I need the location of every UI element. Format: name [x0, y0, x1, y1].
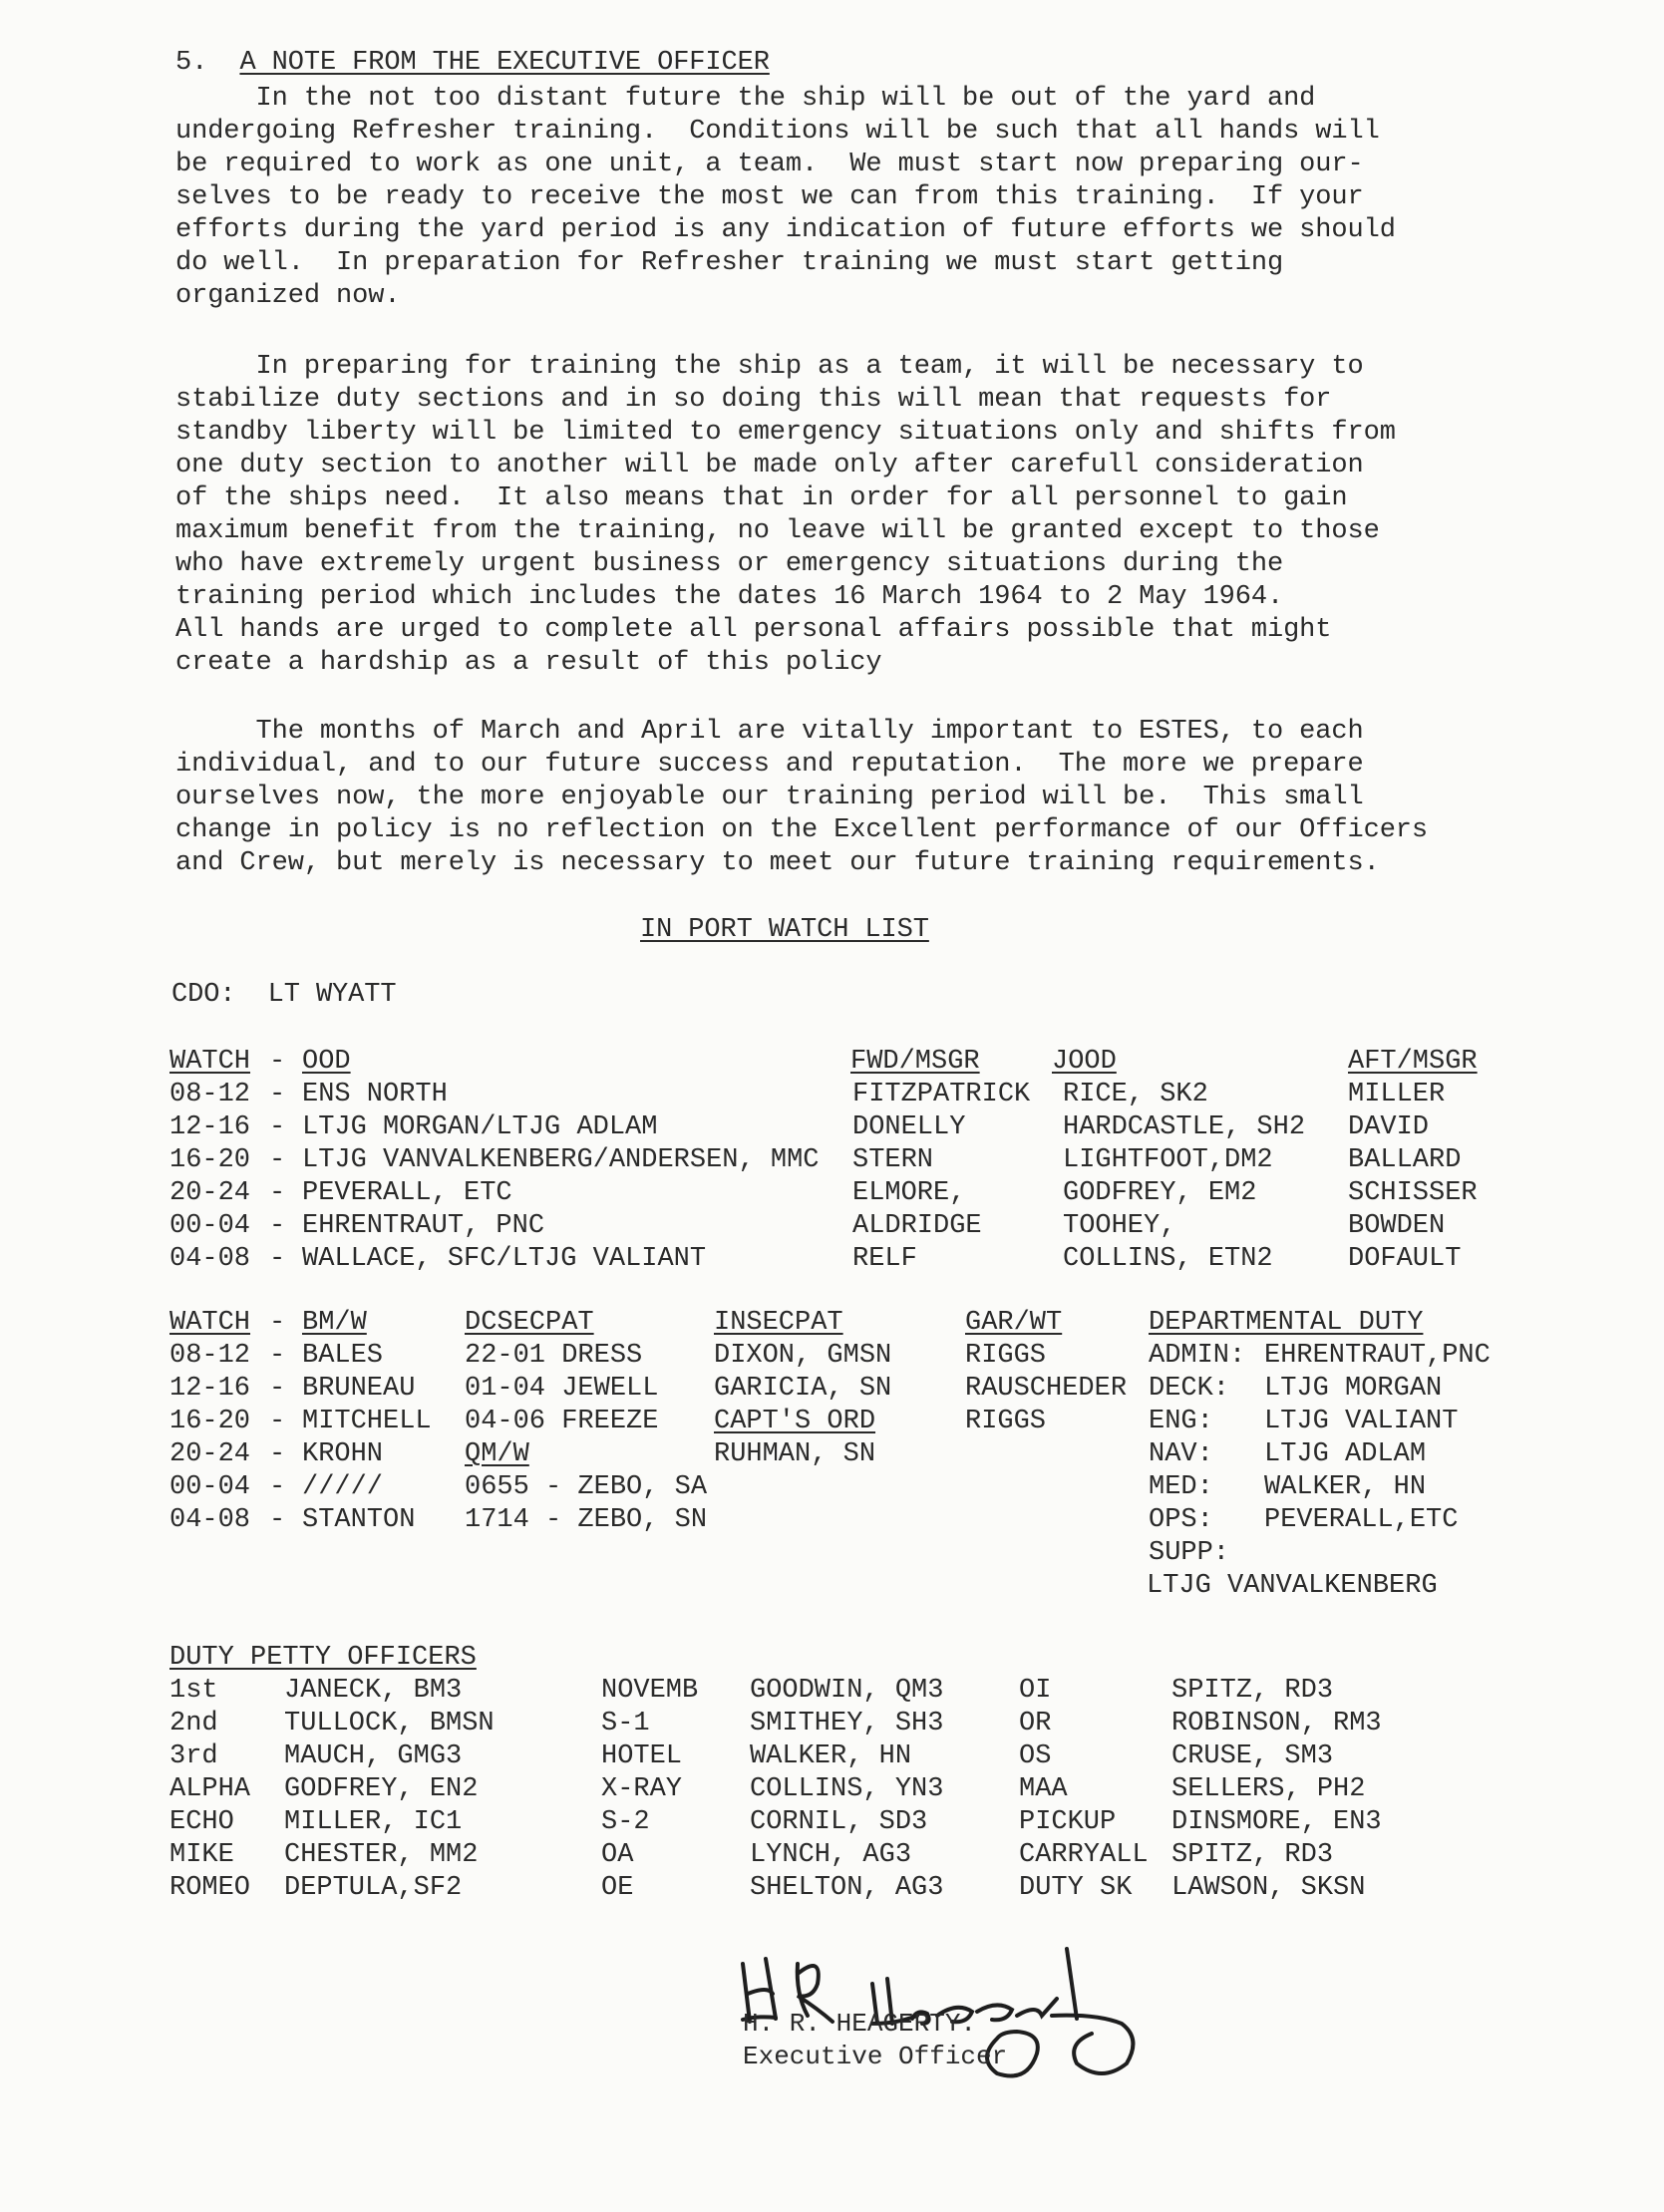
bmw-name: BALES: [302, 1341, 384, 1371]
duty-section-label: ECHO: [169, 1807, 234, 1837]
watch-time: 00-04: [169, 1472, 251, 1502]
department-officer: WALKER, HN: [1264, 1472, 1427, 1502]
duty-section-label: MIKE: [169, 1840, 234, 1870]
paragraph-line: be required to work as one unit, a team. We must start now preparing our-: [175, 150, 1364, 179]
department-label: MED:: [1149, 1472, 1213, 1502]
duty-petty-officer-name: COLLINS, YN3: [750, 1774, 944, 1804]
duty-petty-officer-name: DEPTULA,SF2: [284, 1873, 463, 1903]
dcsecpat-entry: 1714 - ZEBO, SN: [465, 1505, 708, 1535]
duty-section-label: ALPHA: [169, 1774, 251, 1804]
signer-name: H. R. HEAGERTY.: [743, 2009, 977, 2039]
duty-petty-officer-name: CORNIL, SD3: [750, 1807, 928, 1837]
watch-dash: -: [269, 1178, 286, 1208]
department-label: NAV:: [1149, 1439, 1213, 1469]
header-dash: -: [269, 1308, 286, 1338]
bmw-name: BRUNEAU: [302, 1374, 416, 1404]
fwd-msgr-name: ALDRIDGE: [852, 1211, 982, 1241]
dcsecpat-entry: 01-04 JEWELL: [465, 1374, 659, 1404]
watch-time: 04-08: [169, 1244, 251, 1274]
duty-section-label: S-1: [601, 1709, 650, 1738]
insecpat-entry: DIXON, GMSN: [714, 1341, 892, 1371]
header-insecpat: INSECPAT: [714, 1308, 843, 1338]
paragraph-line: change in policy is no reflection on the Excellent performance of our Officers: [175, 815, 1429, 845]
watch-time: 16-20: [169, 1407, 251, 1436]
jood-name: TOOHEY,: [1063, 1211, 1176, 1241]
duty-petty-officer-name: CHESTER, MM2: [284, 1840, 479, 1870]
cdo-line: [171, 980, 396, 1010]
paragraph-line: of the ships need. It also means that in order for all personnel to gain: [175, 483, 1348, 513]
gar-wt-name: RIGGS: [965, 1407, 1047, 1436]
paragraph-line: and Crew, but merely is necessary to meet our future training requirements.: [175, 848, 1380, 878]
cdo-name: LT WYATT: [267, 980, 397, 1010]
jood-name: COLLINS, ETN2: [1063, 1244, 1273, 1274]
paragraph-line: stabilize duty sections and in so doing this will mean that requests for: [175, 385, 1332, 415]
watch-dash: -: [269, 1145, 286, 1175]
ood-name: WALLACE, SFC/LTJG VALIANT: [302, 1244, 707, 1274]
duty-section-label: OS: [1019, 1741, 1052, 1771]
section-number: 5.: [175, 48, 208, 78]
header-watch: WATCH: [169, 1047, 251, 1077]
duty-petty-officer-name: LYNCH, AG3: [750, 1840, 912, 1870]
cdo-label: CDO:: [171, 980, 236, 1010]
fwd-msgr-name: FITZPATRICK: [852, 1080, 1031, 1109]
watch-dash: -: [269, 1407, 286, 1436]
dcsecpat-entry: 04-06 FREEZE: [465, 1407, 659, 1436]
aft-msgr-name: BALLARD: [1348, 1145, 1462, 1175]
watch-dash: -: [269, 1374, 286, 1404]
duty-section-label: DUTY SK: [1019, 1873, 1133, 1903]
section-title: A NOTE FROM THE EXECUTIVE OFFICER: [239, 48, 770, 78]
paragraph-line: one duty section to another will be made only after carefull consideration: [175, 451, 1364, 480]
fwd-msgr-name: RELF: [852, 1244, 917, 1274]
watch-time: 20-24: [169, 1178, 251, 1208]
ood-name: ENS NORTH: [302, 1080, 448, 1109]
paragraph-line: selves to be ready to receive the most we can from this training. If your: [175, 182, 1364, 212]
watch-time: 08-12: [169, 1341, 251, 1371]
jood-name: GODFREY, EM2: [1063, 1178, 1257, 1208]
bmw-name: MITCHELL: [302, 1407, 432, 1436]
header-gar-wt: GAR/WT: [965, 1308, 1063, 1338]
duty-section-label: ROMEO: [169, 1873, 251, 1903]
duty-section-label: OI: [1019, 1676, 1052, 1706]
watch-time: 00-04: [169, 1211, 251, 1241]
duty-section-label: 2nd: [169, 1709, 218, 1738]
header-ood: OOD: [302, 1047, 351, 1077]
duty-section-label: NOVEMB: [601, 1676, 699, 1706]
watch-time: 12-16: [169, 1374, 251, 1404]
watch-time: 16-20: [169, 1145, 251, 1175]
department-officer: LTJG MORGAN: [1264, 1374, 1443, 1404]
duty-petty-officer-name: TULLOCK, BMSN: [284, 1709, 495, 1738]
ood-name: LTJG VANVALKENBERG/ANDERSEN, MMC: [302, 1145, 820, 1175]
header-departmental-duty: DEPARTMENTAL DUTY: [1149, 1308, 1424, 1338]
duty-petty-officer-name: MILLER, IC1: [284, 1807, 463, 1837]
gar-wt-name: RAUSCHEDER: [965, 1374, 1128, 1404]
ood-name: EHRENTRAUT, PNC: [302, 1211, 545, 1241]
paragraph-line: organized now.: [175, 281, 401, 311]
header-dash: -: [269, 1047, 286, 1077]
section-heading: [175, 48, 770, 78]
watch-time: 04-08: [169, 1505, 251, 1535]
duty-petty-officer-name: SPITZ, RD3: [1171, 1840, 1334, 1870]
bmw-name: STANTON: [302, 1505, 416, 1535]
watch-dash: -: [269, 1505, 286, 1535]
header-capts-ord: CAPT'S ORD: [714, 1407, 876, 1436]
paragraph-line: standby liberty will be limited to emergency situations only and shifts from: [175, 418, 1396, 448]
department-label: OPS:: [1149, 1505, 1213, 1535]
aft-msgr-name: DAVID: [1348, 1112, 1430, 1142]
supp-officer: LTJG VANVALKENBERG: [1147, 1571, 1438, 1601]
jood-name: LIGHTFOOT,DM2: [1063, 1145, 1273, 1175]
watch-dash: -: [269, 1080, 286, 1109]
duty-petty-officer-name: SMITHEY, SH3: [750, 1709, 944, 1738]
gar-wt-name: RIGGS: [965, 1341, 1047, 1371]
paragraph-line: All hands are urged to complete all personal affairs possible that might: [175, 615, 1332, 645]
dcsecpat-entry: 0655 - ZEBO, SA: [465, 1472, 708, 1502]
duty-petty-officer-name: SHELTON, AG3: [750, 1873, 944, 1903]
watch-dash: -: [269, 1211, 286, 1241]
dcsecpat-entry: 22-01 DRESS: [465, 1341, 643, 1371]
duty-petty-officer-name: DINSMORE, EN3: [1171, 1807, 1382, 1837]
paragraph-line: In preparing for training the ship as a team, it will be necessary to: [175, 352, 1364, 382]
header-qm-w: QM/W: [465, 1439, 529, 1469]
watch-dash: -: [269, 1112, 286, 1142]
bmw-name: KROHN: [302, 1439, 384, 1469]
department-officer: PEVERALL,ETC: [1264, 1505, 1459, 1535]
insecpat-entry: RUHMAN, SN: [714, 1439, 876, 1469]
duty-petty-officer-name: CRUSE, SM3: [1171, 1741, 1334, 1771]
watch-dash: -: [269, 1472, 286, 1502]
aft-msgr-name: SCHISSER: [1348, 1178, 1478, 1208]
watch-time: 12-16: [169, 1112, 251, 1142]
jood-name: HARDCASTLE, SH2: [1063, 1112, 1306, 1142]
duty-petty-officers-title: DUTY PETTY OFFICERS: [169, 1643, 477, 1673]
duty-section-label: S-2: [601, 1807, 650, 1837]
duty-section-label: HOTEL: [601, 1741, 683, 1771]
duty-petty-officer-name: GODFREY, EN2: [284, 1774, 479, 1804]
paragraph-line: The months of March and April are vitally important to ESTES, to each: [175, 717, 1364, 747]
fwd-msgr-name: ELMORE,: [852, 1178, 966, 1208]
department-label: DECK:: [1149, 1374, 1230, 1404]
duty-section-label: X-RAY: [601, 1774, 683, 1804]
watch-dash: -: [269, 1341, 286, 1371]
paragraph-line: individual, and to our future success and reputation. The more we prepare: [175, 750, 1364, 780]
bmw-name: /////: [302, 1472, 384, 1502]
watch-time: 20-24: [169, 1439, 251, 1469]
fwd-msgr-name: STERN: [852, 1145, 934, 1175]
fwd-msgr-name: DONELLY: [852, 1112, 966, 1142]
watch-list-title: IN PORT WATCH LIST: [640, 915, 929, 945]
paragraph-line: create a hardship as a result of this policy: [175, 648, 882, 678]
watch-dash: -: [269, 1439, 286, 1469]
duty-section-label: MAA: [1019, 1774, 1068, 1804]
department-label: SUPP:: [1149, 1538, 1230, 1568]
department-officer: LTJG ADLAM: [1264, 1439, 1427, 1469]
insecpat-entry: GARICIA, SN: [714, 1374, 892, 1404]
duty-section-label: PICKUP: [1019, 1807, 1117, 1837]
department-officer: EHRENTRAUT,PNC: [1264, 1341, 1491, 1371]
department-label: ADMIN:: [1149, 1341, 1246, 1371]
aft-msgr-name: BOWDEN: [1348, 1211, 1446, 1241]
paragraph-line: maximum benefit from the training, no leave will be granted except to those: [175, 516, 1380, 546]
duty-petty-officer-name: MAUCH, GMG3: [284, 1741, 463, 1771]
jood-name: RICE, SK2: [1063, 1080, 1208, 1109]
duty-section-label: 3rd: [169, 1741, 218, 1771]
signer-title: Executive Officer: [743, 2042, 1008, 2071]
header-bm-w: BM/W: [302, 1308, 367, 1338]
department-label: ENG:: [1149, 1407, 1213, 1436]
duty-petty-officer-name: ROBINSON, RM3: [1171, 1709, 1382, 1738]
ood-name: LTJG MORGAN/LTJG ADLAM: [302, 1112, 658, 1142]
watch-time: 08-12: [169, 1080, 251, 1109]
aft-msgr-name: MILLER: [1348, 1080, 1446, 1109]
duty-section-label: CARRYALL: [1019, 1840, 1149, 1870]
duty-petty-officer-name: LAWSON, SKSN: [1171, 1873, 1366, 1903]
paragraph-line: ourselves now, the more enjoyable our training period will be. This small: [175, 783, 1364, 812]
duty-petty-officer-name: GOODWIN, QM3: [750, 1676, 944, 1706]
header-dcsecpat: DCSECPAT: [465, 1308, 594, 1338]
paragraph-line: do well. In preparation for Refresher training we must start getting: [175, 248, 1284, 278]
duty-petty-officer-name: WALKER, HN: [750, 1741, 912, 1771]
ood-name: PEVERALL, ETC: [302, 1178, 512, 1208]
paragraph-line: efforts during the yard period is any indication of future efforts we should: [175, 215, 1396, 245]
duty-petty-officer-name: SPITZ, RD3: [1171, 1676, 1334, 1706]
duty-section-label: 1st: [169, 1676, 218, 1706]
duty-petty-officer-name: JANECK, BM3: [284, 1676, 463, 1706]
department-officer: LTJG VALIANT: [1264, 1407, 1459, 1436]
duty-section-label: OA: [601, 1840, 634, 1870]
watch-dash: -: [269, 1244, 286, 1274]
header-watch: WATCH: [169, 1308, 251, 1338]
aft-msgr-name: DOFAULT: [1348, 1244, 1462, 1274]
header-jood: JOOD: [1052, 1047, 1117, 1077]
header-fwd-msgr: FWD/MSGR: [850, 1047, 980, 1077]
duty-petty-officer-name: SELLERS, PH2: [1171, 1774, 1366, 1804]
header-aft-msgr: AFT/MSGR: [1348, 1047, 1478, 1077]
paragraph-line: who have extremely urgent business or emergency situations during the: [175, 549, 1284, 579]
duty-section-label: OE: [601, 1873, 634, 1903]
duty-section-label: OR: [1019, 1709, 1052, 1738]
paragraph-line: undergoing Refresher training. Conditions will be such that all hands will: [175, 117, 1380, 147]
paragraph-line: In the not too distant future the ship will be out of the yard and: [175, 84, 1316, 114]
paragraph-line: training period which includes the dates 16 March 1964 to 2 May 1964.: [175, 582, 1284, 612]
